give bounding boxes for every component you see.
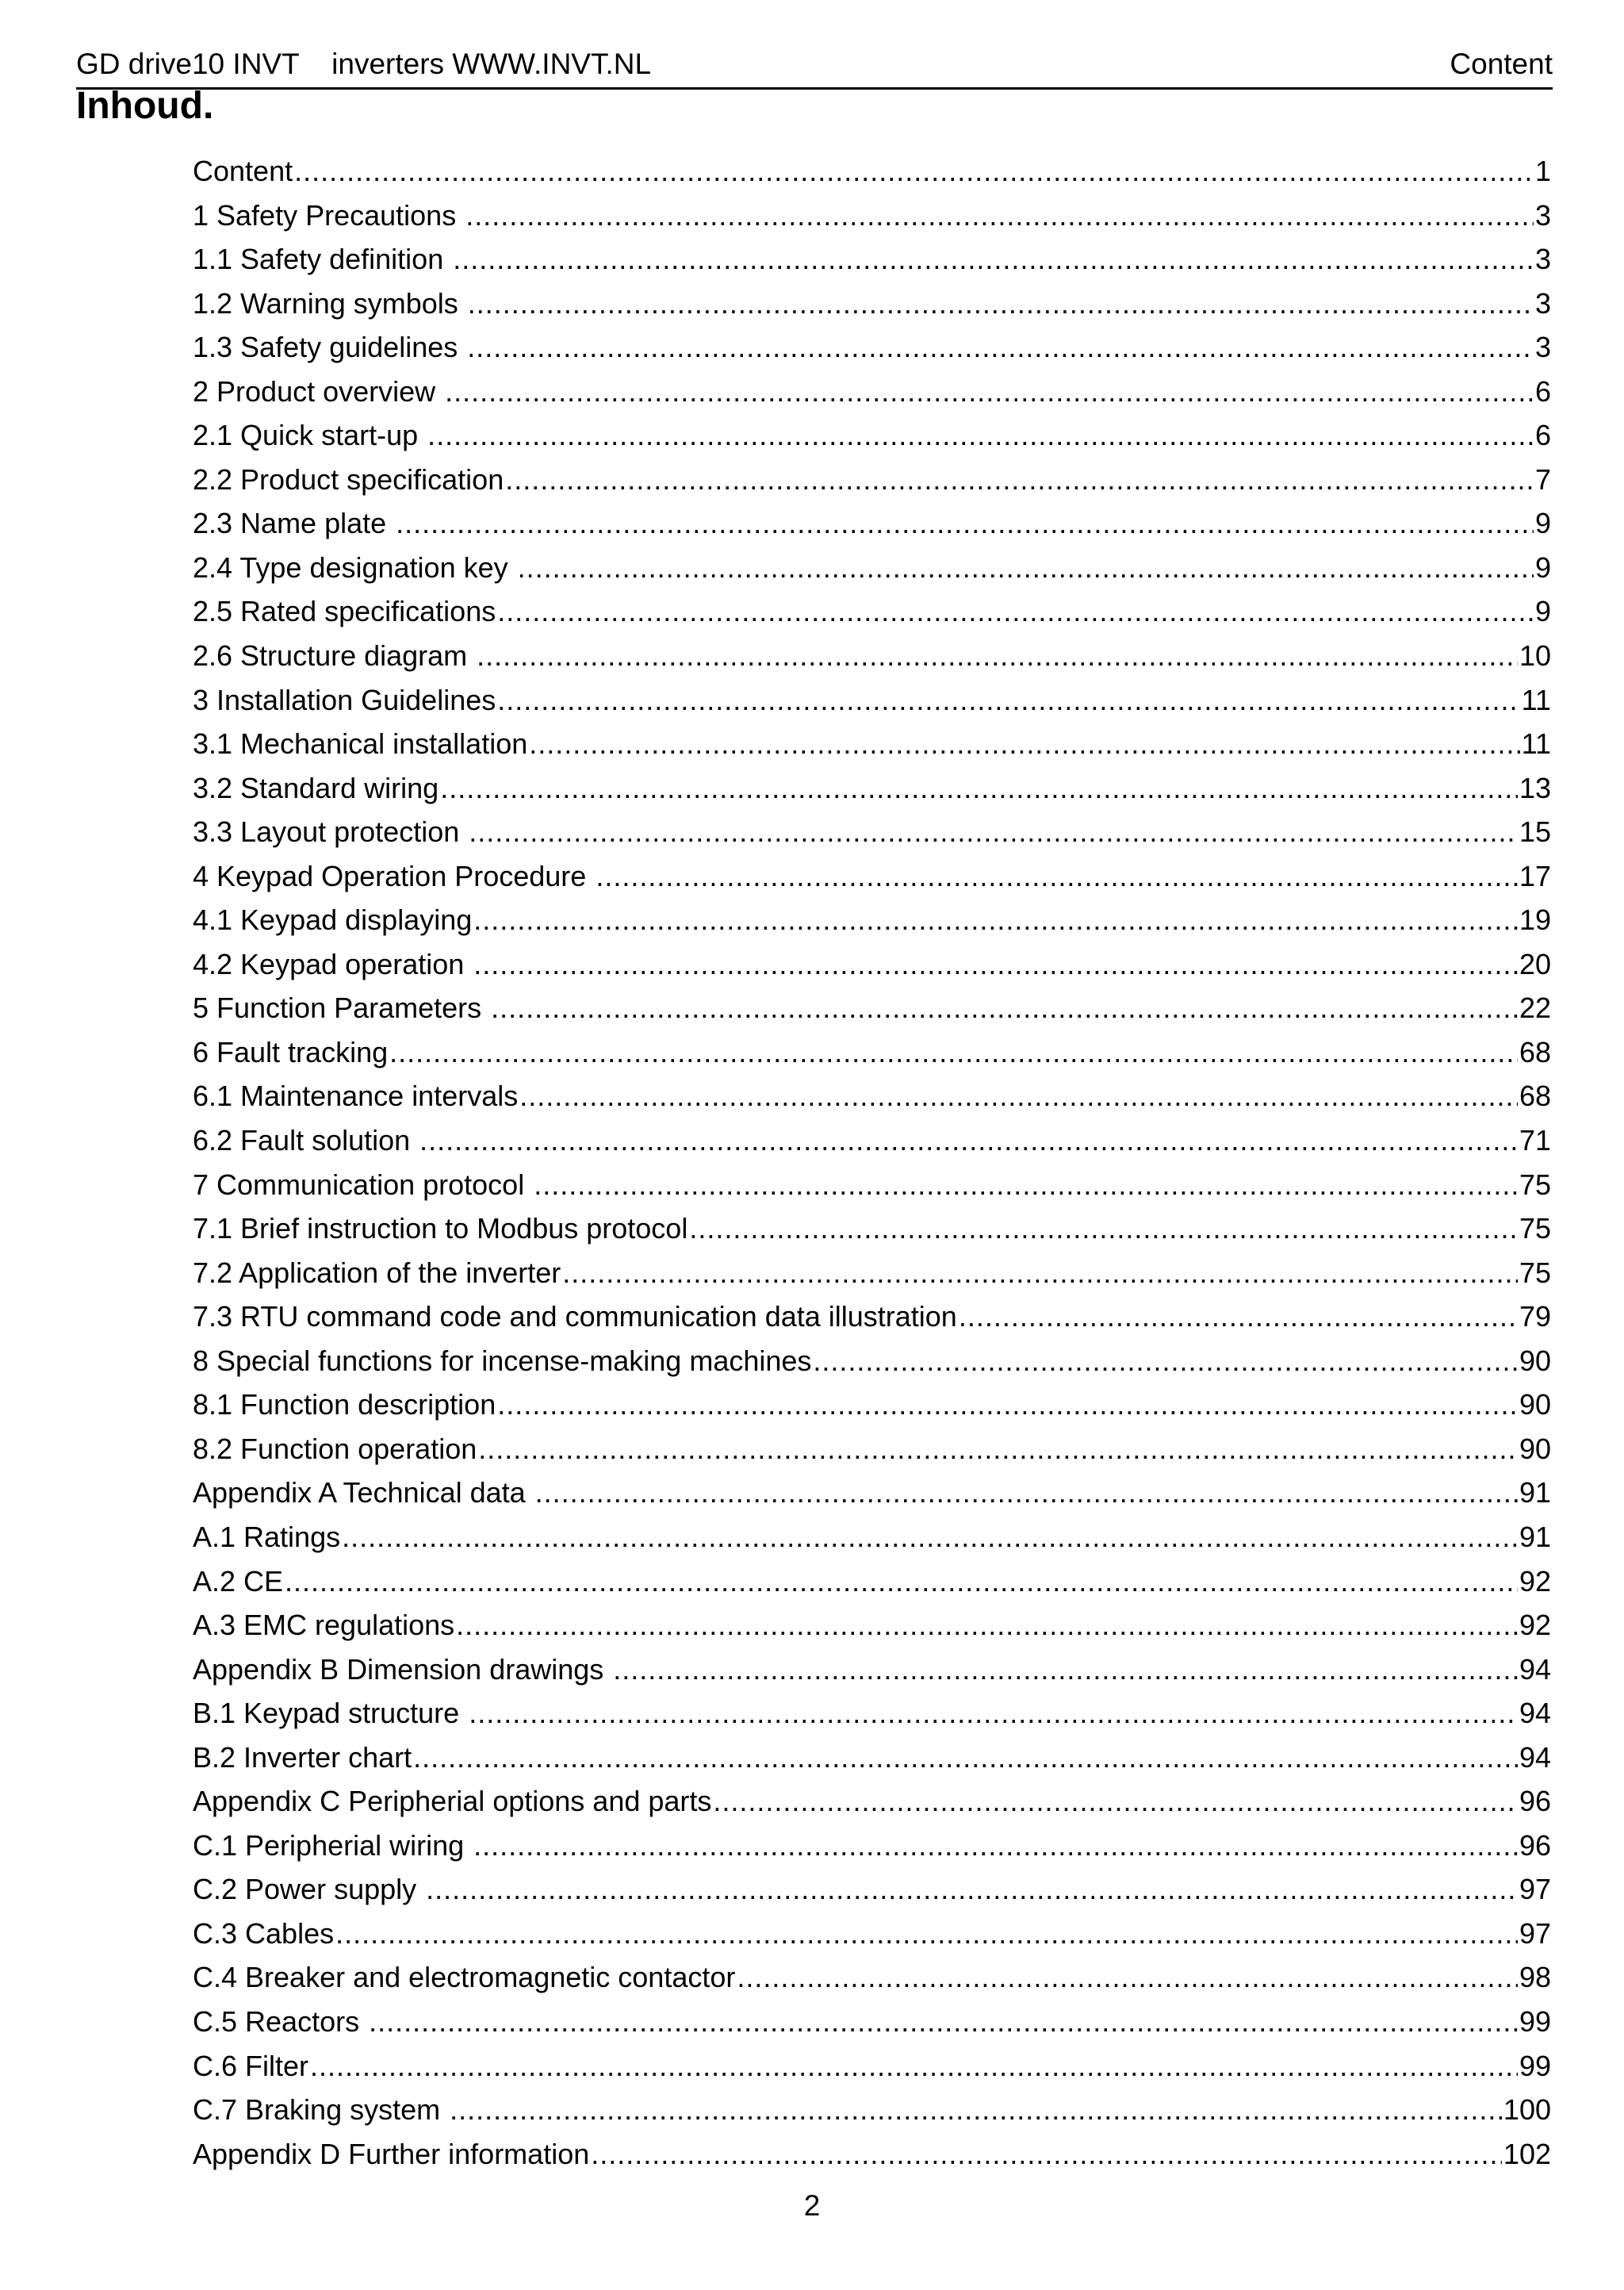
toc-dot-leader [497, 589, 1534, 634]
toc-entry-title: C.6 Filter [193, 2049, 309, 2082]
toc-dot-leader [413, 1736, 1518, 1780]
toc-entry[interactable] [193, 854, 1551, 899]
toc-entry-title: 3.3 Layout protection [193, 815, 468, 849]
toc-entry-title: 7 Communication protocol [193, 1168, 533, 1201]
toc-dot-leader [689, 1206, 1518, 1251]
toc-dot-leader [440, 766, 1518, 811]
toc-entry-page: 90 [1519, 1388, 1551, 1421]
toc-dot-leader [465, 194, 1534, 238]
toc-entry-page: 13 [1519, 771, 1551, 804]
toc-dot-leader [285, 1559, 1518, 1604]
toc-entry-title: Appendix D Further information [193, 2137, 590, 2170]
toc-entry[interactable] [193, 1824, 1551, 1868]
toc-entry[interactable] [193, 546, 1551, 590]
header-section-name: Content [1450, 48, 1553, 80]
toc-entry-title: A.3 EMC regulations [193, 1609, 455, 1642]
page-title: Inhoud. [76, 85, 214, 127]
toc-dot-leader [335, 1912, 1518, 1956]
toc-dot-leader [310, 2044, 1518, 2089]
toc-entry-title: C.5 Reactors [193, 2004, 368, 2038]
toc-entry[interactable] [193, 1118, 1551, 1163]
toc-dot-leader [342, 1515, 1518, 1559]
toc-dot-leader [519, 1074, 1518, 1118]
toc-entry-page: 90 [1519, 1432, 1551, 1465]
toc-entry-title: 6 Fault tracking [193, 1035, 389, 1068]
toc-entry-title: A.2 CE [193, 1564, 284, 1598]
toc-entry-page: 3 [1534, 286, 1551, 320]
toc-dot-leader [468, 282, 1534, 326]
toc-entry-page: 10 [1519, 639, 1551, 673]
toc-entry-page: 71 [1519, 1124, 1551, 1157]
toc-entry[interactable] [193, 942, 1551, 987]
toc-dot-leader [473, 1824, 1518, 1868]
toc-entry-title: 6.1 Maintenance intervals [193, 1080, 519, 1113]
toc-dot-leader [426, 1867, 1518, 1912]
toc-dot-leader [505, 458, 1534, 502]
toc-entry-title: B.2 Inverter chart [193, 1740, 412, 1774]
toc-dot-leader [534, 1163, 1518, 1207]
toc-dot-leader [518, 546, 1534, 590]
toc-entry-page: 15 [1519, 815, 1551, 849]
toc-entry-page: 92 [1519, 1609, 1551, 1642]
toc-entry[interactable] [193, 1251, 1551, 1295]
toc-entry-page: 98 [1519, 1961, 1551, 1994]
toc-dot-leader [389, 1030, 1518, 1075]
toc-entry[interactable] [193, 810, 1551, 854]
page-number: 2 [803, 2189, 821, 2222]
toc-entry-page: 11 [1521, 683, 1551, 716]
toc-entry-page: 19 [1519, 903, 1551, 937]
toc-entry[interactable] [193, 2044, 1551, 2089]
toc-entry-title: B.1 Keypad structure [193, 1697, 468, 1730]
toc-entry-title: 5 Function Parameters [193, 992, 490, 1025]
toc-entry[interactable] [193, 2000, 1551, 2044]
toc-entry[interactable] [193, 1206, 1551, 1251]
toc-entry-page: 68 [1519, 1080, 1551, 1113]
toc-dot-leader [469, 810, 1518, 854]
toc-entry-page: 91 [1519, 1476, 1551, 1509]
toc-entry[interactable] [193, 1691, 1551, 1736]
toc-entry-title: 7.2 Application of the inverter [193, 1256, 561, 1289]
toc-entry-page: 97 [1519, 1873, 1551, 1906]
toc-entry-title: C.2 Power supply [193, 1873, 425, 1906]
toc-dot-leader [453, 237, 1534, 282]
toc-entry-title: 2.2 Product specification [193, 462, 504, 496]
toc-dot-leader [456, 1603, 1518, 1647]
toc-entry[interactable] [193, 678, 1551, 723]
toc-entry-page: 91 [1519, 1520, 1551, 1553]
toc-entry-page: 6 [1534, 419, 1551, 452]
toc-entry[interactable] [193, 413, 1551, 458]
toc-dot-leader [591, 2132, 1502, 2177]
table-of-contents [193, 149, 1551, 2176]
toc-entry-title: Appendix B Dimension drawings [193, 1652, 612, 1686]
toc-entry-title: 7.3 RTU command code and communication data illustration [193, 1300, 957, 1333]
toc-dot-leader [473, 942, 1518, 987]
toc-entry-title: 2.3 Name plate [193, 507, 395, 540]
toc-entry[interactable] [193, 1867, 1551, 1912]
toc-entry-title: 4.1 Keypad displaying [193, 903, 473, 937]
toc-entry-page: 17 [1519, 859, 1551, 892]
toc-dot-leader [478, 1427, 1518, 1471]
toc-entry[interactable] [193, 1471, 1551, 1515]
toc-entry-page: 75 [1519, 1256, 1551, 1289]
toc-entry-title: 3 Installation Guidelines [193, 683, 496, 716]
page-header [76, 43, 1553, 90]
toc-entry-title: 1.2 Warning symbols [193, 286, 466, 320]
toc-entry[interactable] [193, 1647, 1551, 1692]
toc-dot-leader [959, 1295, 1518, 1339]
toc-entry-title: 6.2 Fault solution [193, 1124, 419, 1157]
toc-dot-leader [497, 1383, 1518, 1427]
toc-entry[interactable] [193, 898, 1551, 942]
toc-dot-leader [535, 1471, 1518, 1515]
toc-entry-title: 7.1 Brief instruction to Modbus protocol [193, 1212, 688, 1245]
toc-entry-page: 97 [1519, 1916, 1551, 1950]
toc-entry-title: 2 Product overview [193, 374, 444, 408]
toc-entry-page: 75 [1519, 1168, 1551, 1201]
toc-dot-leader [369, 2000, 1518, 2044]
toc-entry-page: 9 [1534, 507, 1551, 540]
toc-entry-title: 4 Keypad Operation Procedure [193, 859, 595, 892]
toc-entry[interactable] [193, 766, 1551, 811]
toc-entry[interactable] [193, 722, 1551, 766]
toc-entry[interactable] [193, 325, 1551, 370]
toc-entry-title: 3.2 Standard wiring [193, 771, 439, 804]
toc-entry-title: 1.3 Safety guidelines [193, 331, 466, 364]
toc-entry-title: 4.2 Keypad operation [193, 947, 473, 980]
toc-dot-leader [450, 2088, 1502, 2132]
toc-entry[interactable] [193, 1779, 1551, 1824]
toc-entry[interactable] [193, 1295, 1551, 1339]
toc-entry-page: 99 [1519, 2004, 1551, 2038]
header-document-title: GD drive10 INVT inverters WWW.INVT.NL [76, 48, 652, 80]
toc-dot-leader [613, 1647, 1518, 1692]
toc-dot-leader [469, 1691, 1518, 1736]
toc-entry-page: 6 [1534, 374, 1551, 408]
toc-entry-page: 20 [1519, 947, 1551, 980]
toc-entry-title: C.1 Peripherial wiring [193, 1828, 473, 1862]
toc-dot-leader [529, 722, 1519, 766]
toc-entry-page: 68 [1519, 1035, 1551, 1068]
toc-entry-title: 8.1 Function description [193, 1388, 496, 1421]
toc-entry-title: Appendix A Technical data [193, 1476, 534, 1509]
toc-dot-leader [419, 1118, 1518, 1163]
toc-entry[interactable] [193, 1955, 1551, 2000]
toc-entry-page: 9 [1534, 550, 1551, 584]
toc-entry-page: 94 [1519, 1697, 1551, 1730]
toc-entry-title: A.1 Ratings [193, 1520, 341, 1553]
toc-entry[interactable] [193, 1074, 1551, 1118]
toc-entry-page: 99 [1519, 2049, 1551, 2082]
toc-entry[interactable] [193, 1559, 1551, 1604]
toc-entry[interactable] [193, 2088, 1551, 2132]
toc-entry[interactable] [193, 370, 1551, 414]
toc-dot-leader [737, 1955, 1518, 2000]
toc-entry-page: 96 [1519, 1785, 1551, 1818]
toc-entry-page: 96 [1519, 1828, 1551, 1862]
toc-entry-title: C.3 Cables [193, 1916, 335, 1950]
toc-dot-leader [596, 854, 1518, 899]
toc-entry-page: 75 [1519, 1212, 1551, 1245]
toc-entry-page: 3 [1534, 243, 1551, 276]
toc-entry-title: 2.5 Rated specifications [193, 595, 496, 628]
toc-entry[interactable] [193, 1163, 1551, 1207]
toc-dot-leader [294, 149, 1534, 194]
toc-dot-leader [477, 634, 1518, 678]
toc-entry-title: 1.1 Safety definition [193, 243, 452, 276]
toc-entry[interactable] [193, 634, 1551, 678]
toc-entry[interactable] [193, 1912, 1551, 1956]
toc-entry-page: 94 [1519, 1740, 1551, 1774]
toc-entry-page: 94 [1519, 1652, 1551, 1686]
toc-entry-page: 79 [1519, 1300, 1551, 1333]
toc-entry[interactable] [193, 1339, 1551, 1383]
toc-dot-leader [473, 898, 1518, 942]
toc-entry-title: 2.4 Type designation key [193, 550, 516, 584]
toc-entry-page: 11 [1521, 727, 1551, 761]
toc-entry-page: 90 [1519, 1344, 1551, 1377]
toc-entry[interactable] [193, 194, 1551, 238]
toc-entry[interactable] [193, 1515, 1551, 1559]
toc-entry-page: 92 [1519, 1564, 1551, 1598]
toc-entry[interactable] [193, 1383, 1551, 1427]
toc-entry-title: 2.1 Quick start-up [193, 419, 427, 452]
toc-entry-title: 8 Special functions for incense-making machines [193, 1344, 812, 1377]
toc-dot-leader [445, 370, 1534, 414]
toc-dot-leader [491, 986, 1518, 1030]
toc-entry-title: Content [193, 155, 293, 187]
toc-entry[interactable] [193, 501, 1551, 546]
toc-entry[interactable] [193, 1030, 1551, 1075]
toc-entry-title: C.7 Braking system [193, 2093, 449, 2127]
toc-entry[interactable] [193, 1427, 1551, 1471]
toc-entry-page: 7 [1534, 462, 1551, 496]
toc-dot-leader [713, 1779, 1518, 1824]
toc-entry-page: 3 [1534, 198, 1551, 232]
toc-entry[interactable] [193, 458, 1551, 502]
toc-entry[interactable] [193, 149, 1551, 194]
toc-entry-title: 8.2 Function operation [193, 1432, 477, 1465]
toc-entry-title: 2.6 Structure diagram [193, 639, 476, 673]
toc-entry-page: 100 [1503, 2093, 1551, 2127]
toc-entry[interactable] [193, 986, 1551, 1030]
toc-entry-title: C.4 Breaker and electromagnetic contactor [193, 1961, 736, 1994]
toc-dot-leader [467, 325, 1534, 370]
toc-dot-leader [497, 678, 1519, 723]
toc-entry[interactable] [193, 2132, 1551, 2177]
toc-entry-page: 1 [1534, 155, 1551, 187]
toc-entry[interactable] [193, 1736, 1551, 1780]
toc-entry-page: 9 [1534, 595, 1551, 628]
toc-entry-page: 102 [1503, 2137, 1551, 2170]
toc-dot-leader [427, 413, 1534, 458]
toc-dot-leader [562, 1251, 1518, 1295]
toc-entry[interactable] [193, 237, 1551, 282]
toc-entry-title: 3.1 Mechanical installation [193, 727, 528, 761]
toc-entry[interactable] [193, 282, 1551, 326]
toc-dot-leader [396, 501, 1534, 546]
toc-entry-page: 3 [1534, 331, 1551, 364]
toc-dot-leader [813, 1339, 1518, 1383]
toc-entry-title: 1 Safety Precautions [193, 198, 465, 232]
toc-entry[interactable] [193, 589, 1551, 634]
toc-entry[interactable] [193, 1603, 1551, 1647]
toc-entry-title: Appendix C Peripherial options and parts [193, 1785, 712, 1818]
toc-entry-page: 22 [1519, 992, 1551, 1025]
